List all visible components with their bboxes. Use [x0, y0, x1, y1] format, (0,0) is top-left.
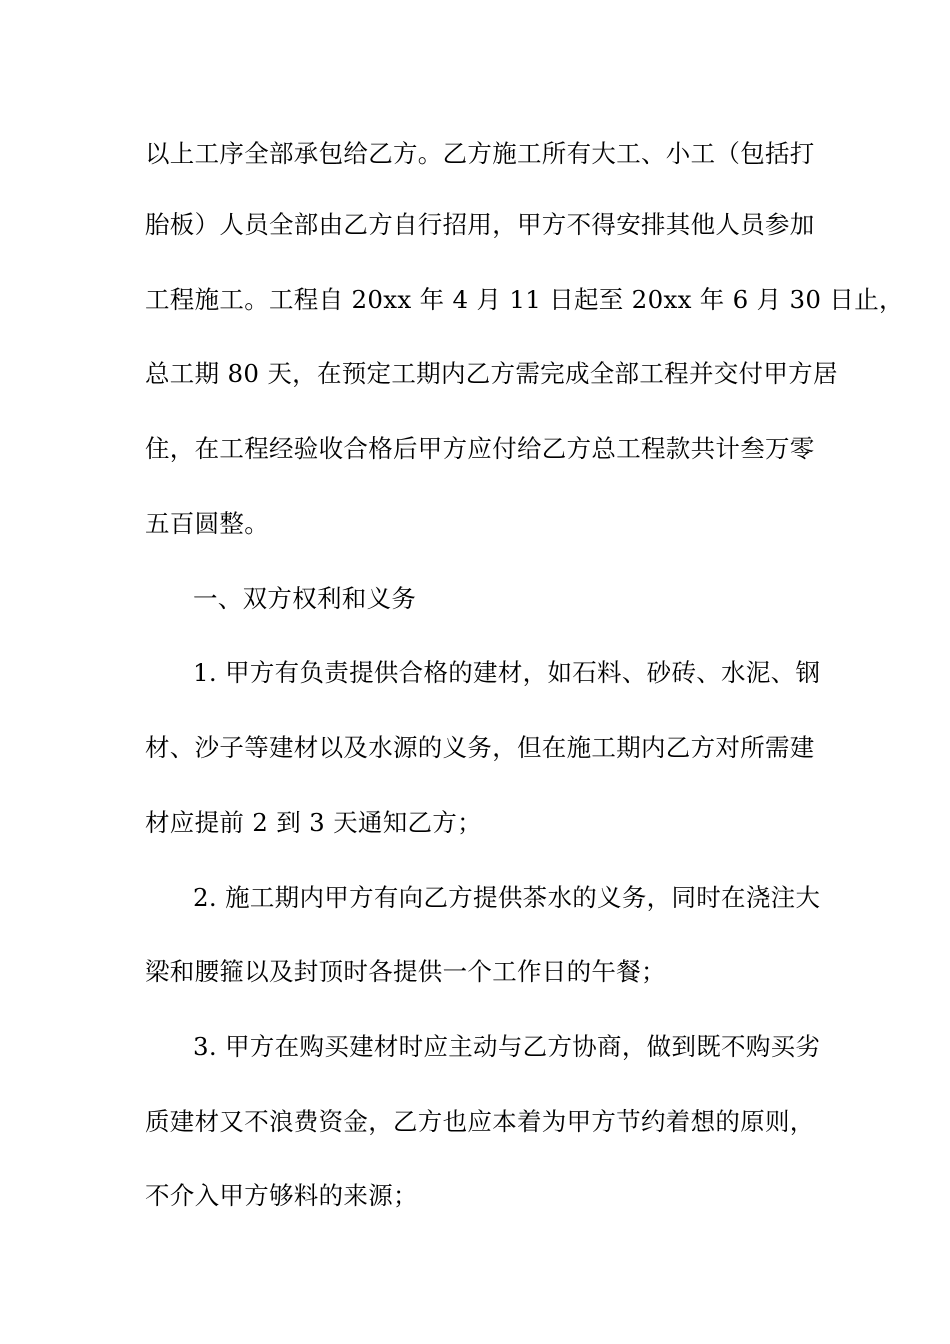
paragraph-line: 五百圆整。 — [145, 509, 269, 538]
paragraph-line: 胎板）人员全部由乙方自行招用，甲方不得安排其他人员参加 — [145, 210, 815, 239]
section-heading: 一、双方权利和义务 — [193, 584, 417, 613]
list-item-line: 梁和腰箍以及封顶时各提供一个工作日的午餐； — [145, 957, 666, 986]
list-item-line: 不介入甲方够料的来源； — [145, 1181, 418, 1210]
list-item-line: 材应提前 2 到 3 天通知乙方； — [145, 808, 482, 837]
paragraph-line: 住，在工程经验收合格后甲方应付给乙方总工程款共计叁万零 — [145, 434, 815, 463]
paragraph-line: 以上工序全部承包给乙方。乙方施工所有大工、小工（包括打 — [145, 139, 815, 168]
paragraph-line: 工程施工。工程自 20xx 年 4 月 11 日起至 20xx 年 6 月 30 日止， — [145, 285, 904, 314]
list-item-line: 材、沙子等建材以及水源的义务，但在施工期内乙方对所需建 — [145, 733, 815, 762]
list-item-line: 2. 施工期内甲方有向乙方提供茶水的义务，同时在浇注大 — [193, 883, 821, 912]
list-item-line: 质建材又不浪费资金，乙方也应本着为甲方节约着想的原则， — [145, 1107, 815, 1136]
paragraph-line: 总工期 80 天，在预定工期内乙方需完成全部工程并交付甲方居 — [145, 359, 838, 388]
list-item-line: 3. 甲方在购买建材时应主动与乙方协商，做到既不购买劣 — [193, 1032, 821, 1061]
list-item-line: 1. 甲方有负责提供合格的建材，如石料、砂砖、水泥、钢 — [193, 658, 821, 687]
